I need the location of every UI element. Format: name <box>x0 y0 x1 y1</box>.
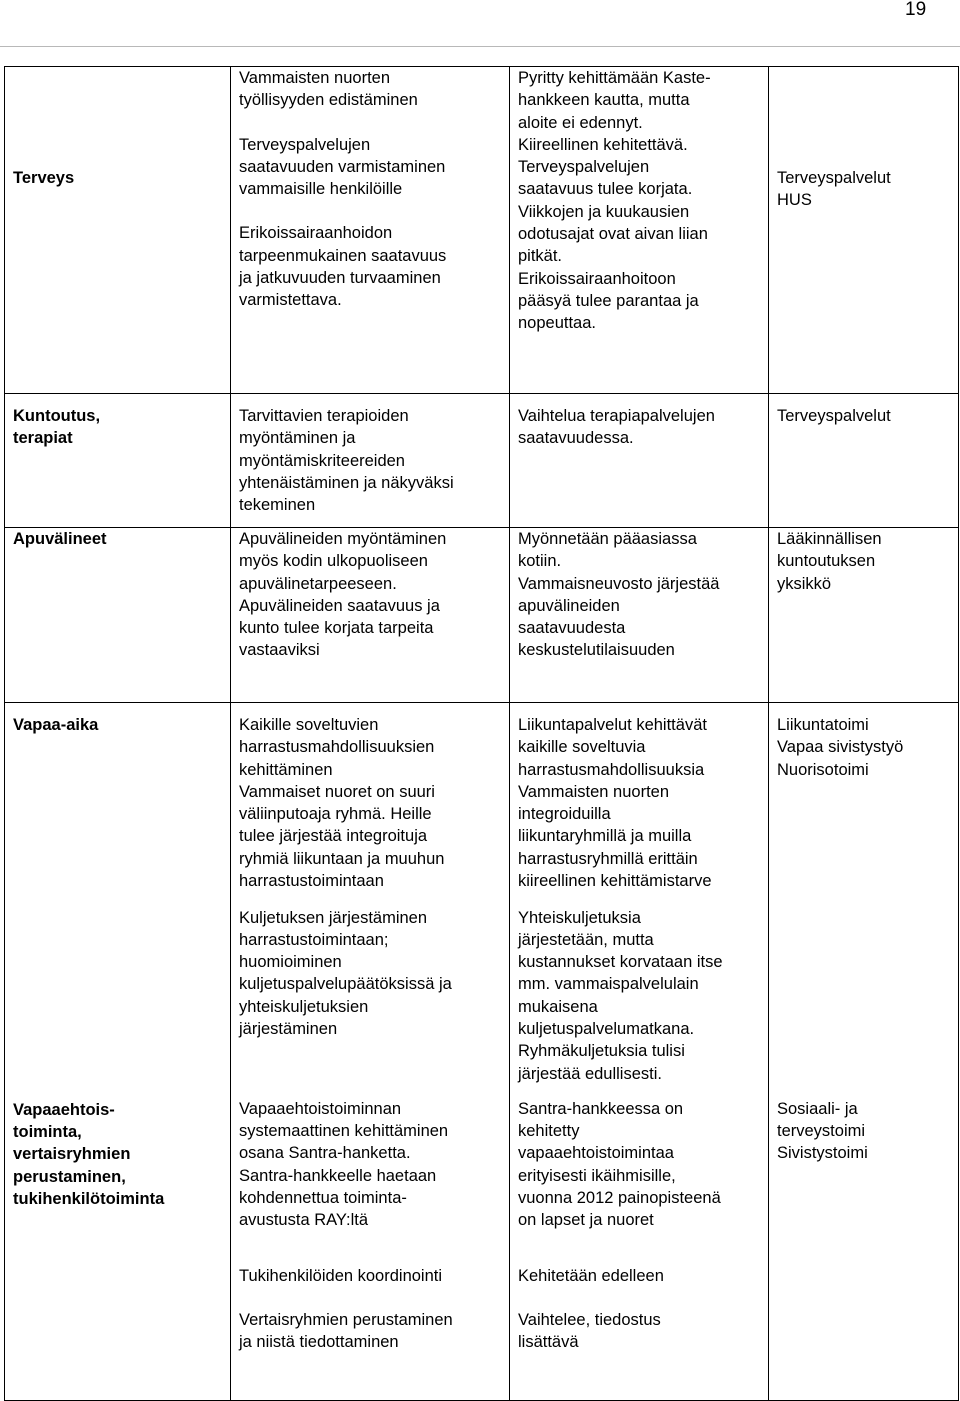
category-label-line: Vapaa-aika <box>13 716 99 734</box>
text-line: Sosiaali- ja <box>777 1099 858 1118</box>
text-line: Vaihtelua terapiapalvelujen <box>518 407 715 425</box>
paragraph <box>239 134 503 201</box>
text-line: mukaisena <box>518 997 598 1016</box>
status-cell <box>510 528 769 703</box>
text-line: odotusajat ovat aivan liian <box>518 225 708 244</box>
services-table <box>4 66 959 1401</box>
table-row <box>5 903 959 1085</box>
paragraph <box>518 714 762 892</box>
goal-cell <box>231 67 510 394</box>
status-cell <box>510 703 769 903</box>
text-line: kehitetty <box>518 1122 580 1141</box>
text-line: Kaikille soveltuvien <box>239 716 379 734</box>
text-line: apuvälineiden <box>518 596 620 615</box>
text-line: Tarvittavien terapioiden <box>239 407 409 425</box>
text-line: nopeuttaa. <box>518 314 596 333</box>
paragraph <box>239 528 503 662</box>
text-line: lisättävä <box>518 1333 579 1352</box>
goal-cell <box>231 1085 510 1265</box>
text-line: Santra-hankkeelle haetaan <box>239 1166 437 1185</box>
table-row <box>5 703 959 903</box>
text-line: pitkät. <box>518 247 563 266</box>
text-line: tekeminen <box>239 496 316 515</box>
text-line: kustannukset korvataan itse <box>518 953 723 972</box>
category-cell <box>5 1265 231 1401</box>
text-line: Erikoissairaanhoidon <box>239 224 393 243</box>
category-label-line: perustaminen, <box>13 1167 126 1186</box>
responsible-cell <box>769 67 959 394</box>
text-line: tarpeenmukainen saatavuus <box>239 246 447 265</box>
text-line: kohdennettua toiminta- <box>239 1189 407 1208</box>
paragraph <box>518 1098 762 1232</box>
text-line: liikuntaryhmillä ja muilla <box>518 827 692 846</box>
text-line: Vapaa sivistystyö <box>777 738 904 757</box>
text-line: saatavuudesta <box>518 619 626 638</box>
text-line: kuntoutuksen <box>777 552 876 571</box>
text-line: yksikkö <box>777 574 832 593</box>
goal-cell <box>231 703 510 903</box>
paragraph <box>777 528 952 595</box>
table-row <box>5 394 959 528</box>
text-line: huomioiminen <box>239 953 342 972</box>
text-line: kehittäminen <box>239 760 333 779</box>
text-line: on lapset ja nuoret <box>518 1211 654 1230</box>
paragraph <box>239 67 503 112</box>
category-label-line: vertaisryhmien <box>13 1145 131 1164</box>
text-line: varmistettava. <box>239 291 342 310</box>
text-line: apuvälinetarpeeseen. <box>239 574 397 593</box>
text-line: harrastusryhmillä erittäin <box>518 849 698 868</box>
text-line: Kuljetuksen järjestäminen <box>239 908 428 927</box>
text-line: Santra-hankkeessa on <box>518 1099 684 1118</box>
paragraph <box>518 1265 762 1287</box>
category-label-line: Apuvälineet <box>13 530 107 548</box>
status-cell <box>510 1265 769 1401</box>
text-line: kunto tulee korjata tarpeita <box>239 619 434 638</box>
responsible-cell <box>769 1265 959 1401</box>
text-line: Tukihenkilöiden koordinointi <box>239 1266 443 1285</box>
text-line: keskustelutilaisuuden <box>518 641 675 660</box>
responsible-cell <box>769 394 959 528</box>
goal-cell <box>231 528 510 703</box>
status-cell <box>510 67 769 394</box>
text-line: yhtenäistäminen ja näkyväksi <box>239 473 454 492</box>
text-line: Lääkinnällisen <box>777 530 882 548</box>
status-cell <box>510 1085 769 1265</box>
text-line: Viikkojen ja kuukausien <box>518 202 690 221</box>
text-line: tulee järjestää integroituja <box>239 827 428 846</box>
table-row <box>5 1085 959 1265</box>
text-line: harrastusmahdollisuuksia <box>518 760 705 779</box>
paragraph <box>777 1098 952 1165</box>
paragraph <box>777 405 952 427</box>
text-line: myöntäminen ja <box>239 429 356 448</box>
text-line: kotiin. <box>518 552 562 571</box>
text-line: vuonna 2012 painopisteenä <box>518 1189 721 1208</box>
text-line: työllisyyden edistäminen <box>239 91 418 110</box>
text-line: Terveyspalvelujen <box>518 158 650 177</box>
category-label-line: Terveys <box>13 169 75 187</box>
text-line: Nuorisotoimi <box>777 760 869 779</box>
text-line: Myönnetään pääasiassa <box>518 530 697 548</box>
text-line: systemaattinen kehittäminen <box>239 1122 449 1141</box>
text-line: myöntämiskriteereiden <box>239 451 405 470</box>
text-line: Terveyspalvelut <box>777 169 891 187</box>
paragraph <box>239 714 503 892</box>
text-line: Vaihtelee, tiedostus <box>518 1311 661 1330</box>
paragraph <box>518 528 762 662</box>
table-row <box>5 1265 959 1401</box>
text-line: saatavuudessa. <box>518 429 634 448</box>
text-line: Vertaisryhmien perustaminen <box>239 1311 453 1330</box>
paragraph <box>239 1309 503 1354</box>
status-cell <box>510 903 769 1085</box>
category-label-line: tukihenkilötoiminta <box>13 1190 165 1209</box>
category-cell <box>5 67 231 394</box>
text-line: Vammaisten nuorten <box>518 782 670 801</box>
text-line: vammaisille henkilöille <box>239 180 403 199</box>
text-line: Vammaiset nuoret on suuri <box>239 782 435 801</box>
paragraph <box>239 222 503 311</box>
goal-cell <box>231 394 510 528</box>
responsible-cell <box>769 1085 959 1265</box>
page-number: 19 <box>905 0 927 20</box>
text-line: Kehitetään edelleen <box>518 1266 664 1285</box>
paragraph <box>777 714 952 781</box>
text-line: harrastustoimintaan <box>239 872 384 891</box>
text-line: harrastustoimintaan; <box>239 930 389 949</box>
text-line: Vapaaehtoistoiminnan <box>239 1099 402 1118</box>
category-cell <box>5 703 231 903</box>
text-line: saatavuus tulee korjata. <box>518 180 693 199</box>
responsible-cell <box>769 703 959 903</box>
text-line: Sivistystoimi <box>777 1144 868 1163</box>
paragraph <box>239 907 503 1041</box>
text-line: Liikuntapalvelut kehittävät <box>518 716 707 734</box>
category-label-line: toiminta, <box>13 1123 82 1142</box>
text-line: osana Santra-hanketta. <box>239 1144 411 1163</box>
category-cell <box>5 903 231 1085</box>
text-line: Apuvälineiden myöntäminen <box>239 530 447 548</box>
text-line: ryhmiä liikuntaan ja muuhun <box>239 849 445 868</box>
paragraph <box>518 67 762 335</box>
paragraph <box>518 907 762 1085</box>
category-label-line: Vapaaehtois- <box>13 1100 115 1119</box>
text-line: järjestää edullisesti. <box>518 1064 662 1083</box>
text-line: pääsyä tulee parantaa ja <box>518 291 699 310</box>
table-row <box>5 528 959 703</box>
paragraph <box>239 1265 503 1287</box>
text-line: ja niistä tiedottaminen <box>239 1333 399 1352</box>
category-label-line: terapiat <box>13 429 73 448</box>
text-line: Terveyspalvelut <box>777 407 891 425</box>
text-line: Kiireellinen kehitettävä. <box>518 135 688 154</box>
text-line: avustusta RAY:ltä <box>239 1211 369 1230</box>
text-line: erityisesti ikäihmisille, <box>518 1166 676 1185</box>
text-line: mm. vammaispalvelulain <box>518 975 699 994</box>
table-row <box>5 67 959 394</box>
text-line: järjestetään, mutta <box>518 930 654 949</box>
text-line: Yhteiskuljetuksia <box>518 908 641 927</box>
header-rule <box>0 46 960 47</box>
text-line: Apuvälineiden saatavuus ja <box>239 596 440 615</box>
text-line: kuljetuspalvelupäätöksissä ja <box>239 975 452 994</box>
paragraph <box>777 167 952 212</box>
text-line: myös kodin ulkopuoliseen <box>239 552 428 571</box>
text-line: Erikoissairaanhoitoon <box>518 269 676 288</box>
text-line: väliinputoaja ryhmä. Heille <box>239 805 432 824</box>
text-line: saatavuuden varmistaminen <box>239 157 446 176</box>
category-cell <box>5 394 231 528</box>
text-line: vapaaehtoistoimintaa <box>518 1144 674 1163</box>
text-line: vastaaviksi <box>239 641 320 660</box>
text-line: aloite ei edennyt. <box>518 113 643 132</box>
text-line: kuljetuspalvelumatkana. <box>518 1019 695 1038</box>
category-cell <box>5 528 231 703</box>
text-line: Liikuntatoimi <box>777 716 869 734</box>
paragraph <box>518 1309 762 1354</box>
paragraph <box>518 405 762 450</box>
category-label-line: Kuntoutus, <box>13 407 101 425</box>
category-cell <box>5 1085 231 1265</box>
text-line: integroiduilla <box>518 805 611 824</box>
text-line: Ryhmäkuljetuksia tulisi <box>518 1042 685 1061</box>
text-line: terveystoimi <box>777 1122 866 1141</box>
responsible-cell <box>769 528 959 703</box>
responsible-cell <box>769 903 959 1085</box>
text-line: yhteiskuljetuksien <box>239 997 369 1016</box>
goal-cell <box>231 903 510 1085</box>
text-line: Terveyspalvelujen <box>239 135 371 154</box>
text-line: järjestäminen <box>239 1019 338 1038</box>
text-line: Pyritty kehittämään Kaste- <box>518 69 711 87</box>
text-line: kaikille soveltuvia <box>518 738 646 757</box>
paragraph <box>239 405 503 516</box>
text-line: HUS <box>777 191 812 210</box>
paragraph <box>239 1098 503 1232</box>
text-line: Vammaisneuvosto järjestää <box>518 574 720 593</box>
goal-cell <box>231 1265 510 1401</box>
status-cell <box>510 394 769 528</box>
text-line: Vammaisten nuorten <box>239 69 391 87</box>
text-line: harrastusmahdollisuuksien <box>239 738 435 757</box>
text-line: ja jatkuvuuden turvaaminen <box>239 269 441 288</box>
text-line: kiireellinen kehittämistarve <box>518 872 712 891</box>
text-line: hankkeen kautta, mutta <box>518 91 690 110</box>
